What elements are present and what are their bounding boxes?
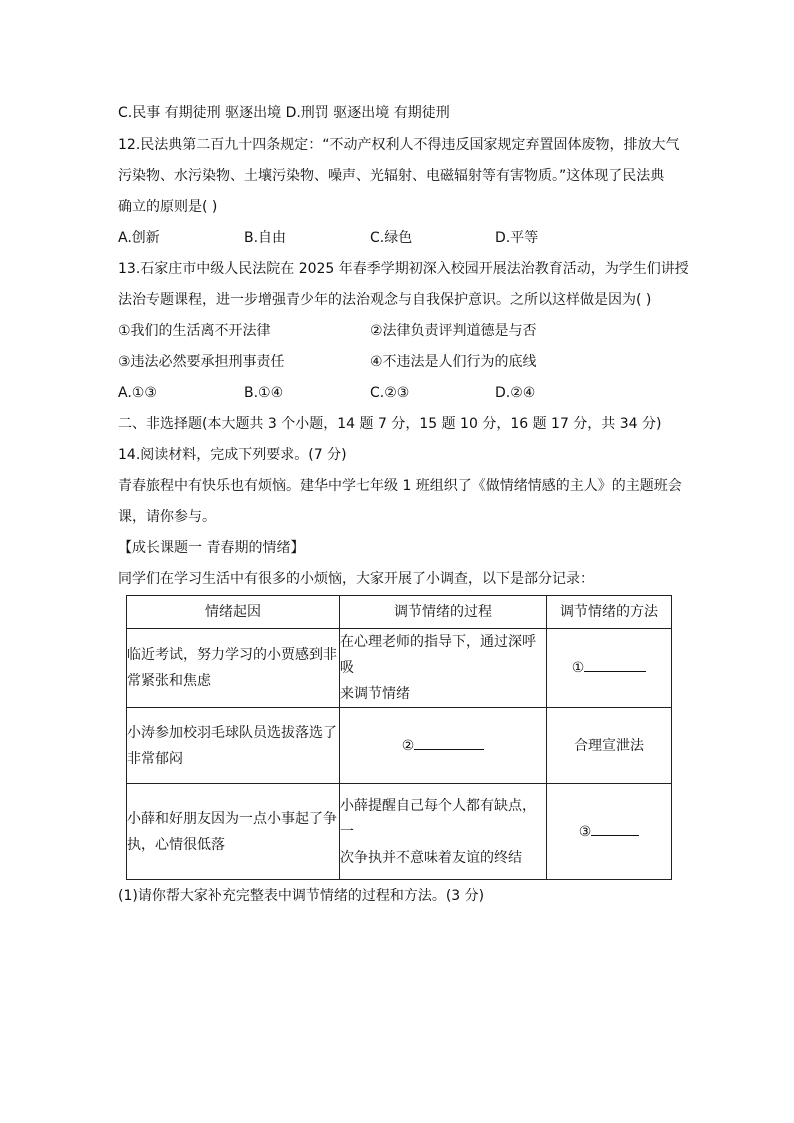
q14-heading: 14.阅读材料，完成下列要求。(7 分) [118,447,347,463]
q13-statement-1: ①我们的生活离不开法律 [118,323,271,339]
q12-option-b: B.自由 [244,230,287,246]
q13-statement-4: ④不违法是人们行为的底线 [370,354,537,370]
q12-stem-line-3: 确立的原则是( ) [118,199,218,215]
blank-marker: ③ [578,823,592,840]
table-row [127,784,672,880]
process-blank-cell [340,708,547,784]
emotion-table [126,595,672,880]
process-text-line-1: 小薛提醒自己每个人都有缺点，一 [340,797,536,840]
q12-stem-line-1: 12.民法典第二百九十四条规定：“不动产权利人不得违反国家规定弃置固体废物，排放大气 [118,137,680,153]
q13-stem-line-1: 13.石家庄市中级人民法院在 2025 年春季学期初深入校园开展法治教育活动，为学生们讲授 [118,261,689,277]
process-text-line-1: 在心理老师的指导下，通过深呼吸 [340,634,536,676]
table-row [127,629,672,708]
cause-text-line-1: 临近考试，努力学习的小贾感到非 [127,647,337,663]
process-text-line-2: 来调节情绪 [340,686,410,702]
q12-option-d: D.平等 [495,230,539,246]
method-blank-cell [547,784,672,880]
q12-option-a: A.创新 [118,230,160,246]
q13-statement-2: ②法律负责评判道德是与否 [370,323,537,339]
q13-stem-line-2: 法治专题课程，进一步增强青少年的法治观念与自我保护意识。之所以这样做是因为( ) [118,292,652,308]
q13-option-d: D.②④ [495,385,536,401]
cause-text-line-1: 小薛和好朋友因为一点小事起了争 [127,810,337,827]
cause-cell [127,708,340,784]
cause-text-line-2: 常紧张和焦虑 [127,673,211,689]
topic-heading: 【成长课题一 青春期的情绪】 [118,540,305,556]
method-blank-cell [547,629,672,708]
header-cause: 情绪起因 [127,596,340,629]
process-cell [340,784,547,880]
blank-marker: ② [401,737,415,754]
cause-cell [127,784,340,880]
method-cell: 合理宣泄法 [547,708,672,784]
process-cell [340,629,547,708]
q12-option-c: C.绿色 [370,230,413,246]
answer-blank[interactable] [414,735,484,750]
cause-cell [127,629,340,708]
q14-intro-line-2: 课，请你参与。 [118,509,216,525]
q13-option-c: C.②③ [370,385,410,401]
table-header-row [127,596,672,629]
answer-blank[interactable] [584,657,646,672]
blank-marker: ① [571,660,585,676]
header-process: 调节情绪的过程 [340,596,547,629]
subquestion-1: (1)请你帮大家补充完整表中调节情绪的过程和方法。(3 分) [118,888,485,904]
survey-intro: 同学们在学习生活中有很多的小烦恼，大家开展了小调查，以下是部分记录： [118,571,594,587]
q13-option-a: A.①③ [118,385,157,401]
header-method: 调节情绪的方法 [547,596,672,629]
cause-text-line-2: 非常郁闷 [127,750,183,767]
q12-stem-line-2: 污染物、水污染物、土壤污染物、噪声、光辐射、电磁辐射等有害物质。”这体现了民法典 [118,168,665,184]
cause-text-line-2: 执，心情很低落 [127,836,225,853]
process-text-line-2: 次争执并不意味着友谊的终结 [340,849,522,866]
answer-blank[interactable] [591,821,639,836]
q13-option-b: B.①④ [244,385,284,401]
q13-statement-3: ③违法必然要承担刑事责任 [118,354,285,370]
cause-text-line-1: 小涛参加校羽毛球队员选拔落选了 [127,724,337,741]
section-heading: 二、非选择题(本大题共 3 个小题，14 题 7 分，15 题 10 分，16 题 17 分，共 34 分) [118,416,662,432]
q14-intro-line-1: 青春旅程中有快乐也有烦恼。建华中学七年级 1 班组织了《做情绪情感的主人》的主题班会 [118,478,682,494]
table-row [127,708,672,784]
q11-option-line: C.民事 有期徒刑 驱逐出境 D.刑罚 驱逐出境 有期徒刑 [118,105,450,121]
